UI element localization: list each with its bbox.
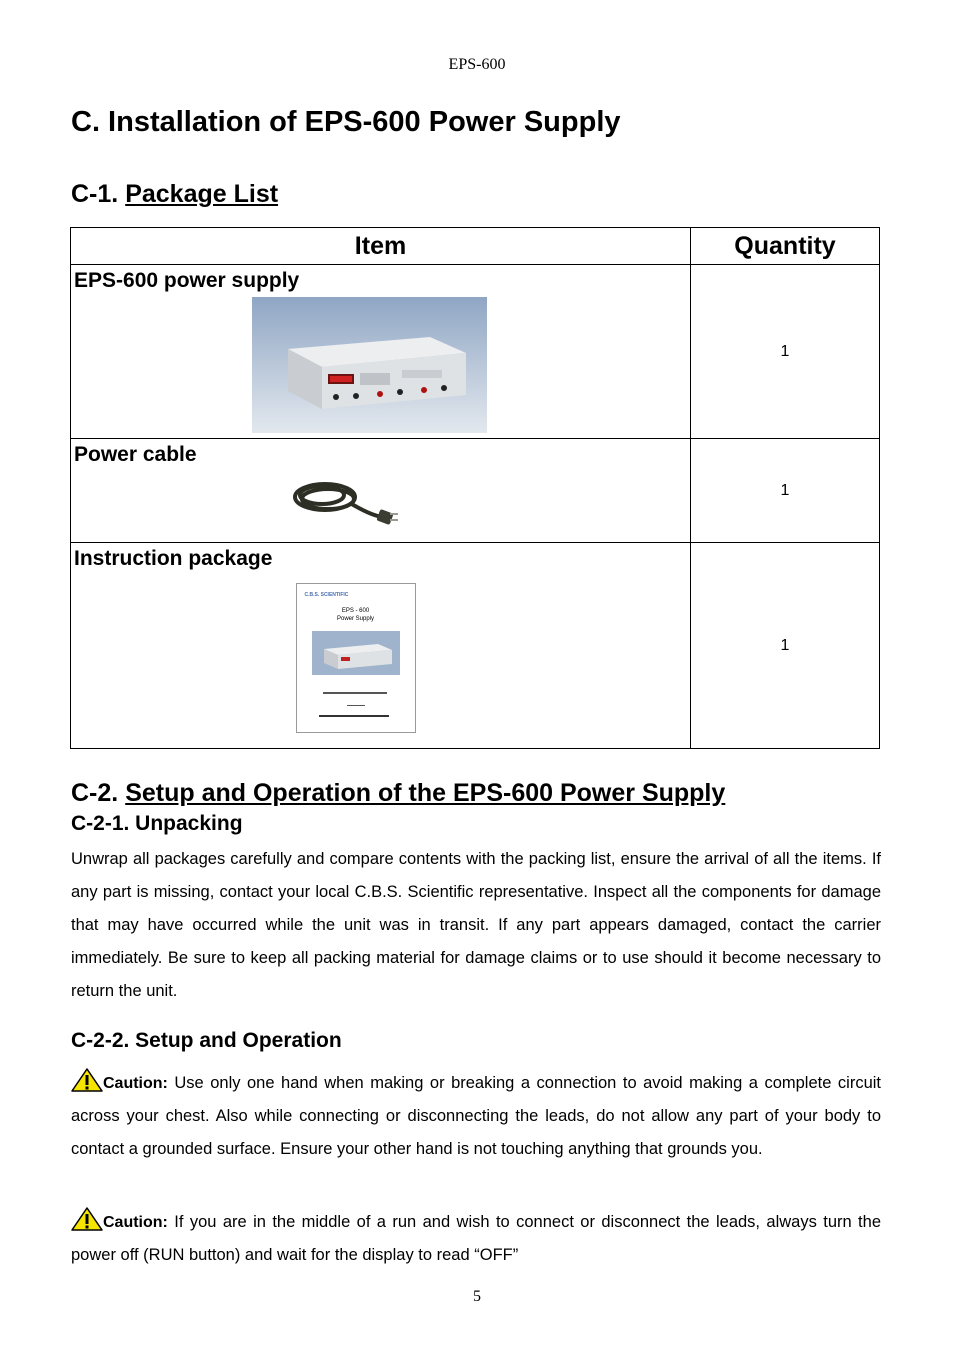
section-c2-title: Setup and Operation of the EPS-600 Power Supply — [125, 779, 726, 807]
quantity-cell: 1 — [691, 439, 880, 543]
caution-paragraph — [71, 1067, 881, 1166]
item-cell — [71, 439, 691, 543]
manual-product: Power Supply — [336, 616, 375, 622]
section-c2-prefix: C-2. — [71, 779, 119, 807]
table-row — [71, 439, 880, 543]
manual-device-photo — [312, 631, 400, 675]
instruction-manual-image — [296, 583, 416, 733]
item-name: Instruction package — [74, 547, 273, 570]
table-row — [71, 543, 880, 749]
caution-paragraph — [71, 1206, 881, 1272]
column-header-quantity: Quantity — [691, 228, 880, 265]
section-c2-heading — [71, 779, 725, 808]
item-name: Power cable — [74, 443, 197, 466]
power-cable-image — [290, 475, 400, 535]
warning-icon — [71, 1207, 103, 1231]
subsection-unpacking-heading: C-2-1. Unpacking — [71, 812, 243, 835]
section-c1-prefix: C-1. — [71, 180, 119, 208]
manual-brand: C.B.S. SCIENTIFIC — [304, 592, 349, 598]
warning-icon — [71, 1068, 103, 1092]
package-list-table — [70, 227, 880, 749]
item-cell — [71, 543, 691, 749]
page-number: 5 — [473, 1288, 481, 1305]
section-c1-title: Package List — [125, 180, 279, 208]
quantity-cell: 1 — [691, 543, 880, 749]
unpacking-paragraph: Unwrap all packages carefully and compare contents with the packing list, ensure the arrival of all the items. If any part is missing, contact your local C.B.S. Scientific representative. Inspect all the components for damage that may have occurred while the unit was in transit. If any part appears damaged, contact the carrier immediately. Be sure to keep all packing material for damage claims or to use should it become necessary to return the unit. — [71, 850, 881, 1000]
page-title: C. Installation of EPS-600 Power Supply — [71, 106, 621, 138]
page-header: EPS-600 — [448, 56, 506, 73]
quantity-cell: 1 — [691, 265, 880, 439]
item-name: EPS-600 power supply — [74, 269, 300, 292]
caution-text: Use only one hand when making or breaking a connection to avoid making a complete circuit across your chest. Also while connecting or disconnecting the leads, do not allow any part of your body to contact a grounded surface. Ensure your other hand is not touching anything that grounds you. — [71, 1074, 881, 1158]
table-header-row — [71, 228, 880, 265]
caution-label: Caution: — [103, 1214, 168, 1231]
item-cell — [71, 265, 691, 439]
section-c1-heading — [71, 180, 278, 209]
power-supply-image — [252, 297, 487, 433]
caution-text: If you are in the middle of a run and wish to connect or disconnect the leads, always turn the power off (RUN button) and wait for the display to read “OFF” — [71, 1213, 881, 1264]
table-row — [71, 265, 880, 439]
column-header-item: Item — [71, 228, 691, 265]
subsection-setup-heading: C-2-2. Setup and Operation — [71, 1029, 342, 1052]
manual-model: EPS - 600 — [341, 608, 370, 614]
caution-label: Caution: — [103, 1075, 168, 1092]
